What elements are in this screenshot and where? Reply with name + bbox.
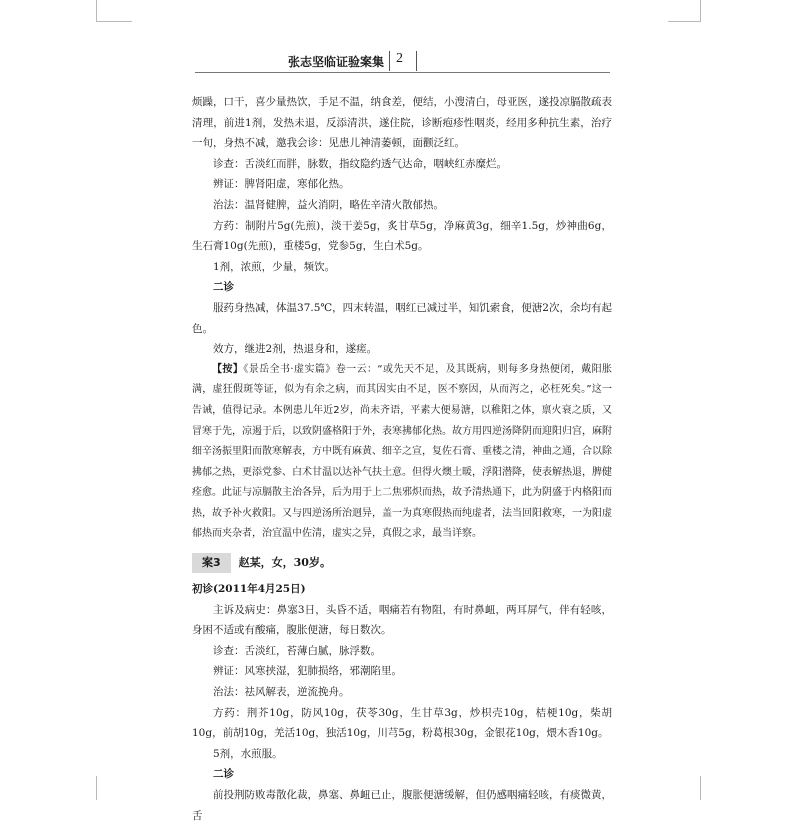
dosage-line: 1剂，浓煎，少量，频饮。 [213, 260, 336, 273]
case-continuation-paragraph: 烦躁，口干，喜少量热饮，手足不温，纳食差，便结，小溲清白，母亚医，遂投凉膈散疏表清理，前进1剂，发热未退，反添清洪，遂住院，诊断疱疹性咽炎，经用多种抗生素，治疗一旬，身热不减，邀我会诊：见患儿神清萎顿，面颧泛红。 [192, 96, 612, 150]
patient-info: 赵某，女，30岁。 [238, 555, 331, 569]
case-heading [192, 552, 612, 574]
crop-mark-bottom-right [700, 776, 701, 800]
header-rule [195, 72, 610, 73]
examination-line: 诊查：舌淡红而胖，脉数，指纹隐约透气达命，咽峡红赤糜烂。 [213, 157, 507, 170]
prescription-paragraph: 方药：制附片5g(先煎)，淡干姜5g，炙甘草5g，净麻黄3g，细辛1.5g，炒神曲6g，生石膏10g(先煎)，重楼5g，党参5g，生白术5g。 [192, 219, 612, 253]
crop-mark-top-right [700, 0, 701, 22]
second-visit-heading: 二诊 [213, 281, 234, 294]
running-header [0, 50, 800, 72]
complaint-paragraph: 主诉及病史：鼻塞3日，头昏不适，咽痛若有物阻，有时鼻衄，两耳屏气，伴有轻咳，身困不适或有酸痛，腹胀便溏，每日数次。 [192, 603, 612, 637]
crop-mark-top-left-h [96, 21, 132, 22]
crop-mark-top-left [96, 0, 97, 22]
second-visit-text: 服药身热减，体温37.5℃，四末转温，咽红已减过半，知饥索食，便溏2次，余均有起色。 [192, 301, 612, 335]
crop-mark-top-right-h [668, 21, 701, 22]
crop-mark-bottom-left [96, 776, 97, 800]
commentary-paragraph [192, 360, 612, 545]
header-divider [389, 51, 390, 71]
dosage-line-2: 5剂，水煎服。 [213, 747, 283, 760]
case-number-tag: 案3 [192, 553, 231, 573]
prescription-paragraph-2: 方药：荆芥10g，防风10g，茯苓30g，生甘草3g，炒枳壳10g，桔梗10g，柴胡10g，前胡10g，羌活10g，独活10g，川芎5g，粉葛根30g，金银花10g，煨木香10g。 [192, 706, 612, 740]
syndrome-line-2: 辨证：风寒挟湿，犯肺损络，邪潮陷里。 [213, 665, 402, 678]
page-body [192, 92, 612, 826]
commentary-text: 《景岳全书·虚实篇》卷一云：“或先天不足，及其既病，则每多身热便闭，戴阳胀满，虚狂假斑等证，似为有余之病，而其因实由不足，医不察因，从而泻之，必枉死矣。”这一告诫，值得记录。本例患儿年近2岁，尚未齐语，平素大便易溏，以稚阳之体，禀火衰之质，又冒寒于先，凉遏于后，以致阴盛格阳于外，表寒拂郁化热。故方用四逆汤降阴而迎阳归宫，麻附细辛汤振里阳而散寒解表，方中既有麻黄、细辛之宣，复佐石膏、重楼之清，神曲之通，合以除拂郁之热，更添党参、白术甘温以达补气扶土意。但得火燠土暖，浮阳潜降，使表解热退，脾健痊愈。此证与凉膈散主治各异，后为用于上二焦邪炽而热，故予清热通下，此为阴盛于内格阳而热，故予补火救阳。又与四逆汤所治迥异，盖一为真寒假热而纯虚者，法当回阳救寒，一为阳虚郁热而夹杂者，治宜温中佐清，虚实之异，真假之求，最当详察。 [192, 363, 613, 540]
treatment-method-line: 治法：温肾健脾，益火消阴，略佐辛清火散郁热。 [213, 198, 444, 211]
second-visit-effect: 效方，继进2剂，热退身和，遂瘥。 [213, 343, 378, 356]
second-visit-heading-2: 二诊 [213, 768, 234, 781]
examination-line-2: 诊查：舌淡红，苔薄白腻，脉浮数。 [213, 644, 381, 657]
treatment-method-line-2: 治法：祛风解表，逆流挽舟。 [213, 686, 350, 699]
page-number: 2 [396, 51, 403, 66]
book-title: 张志坚临证验案集 [287, 55, 384, 69]
syndrome-line: 辨证：脾肾阳虚，寒郁化热。 [213, 178, 350, 191]
header-divider-right [416, 51, 417, 71]
commentary-key: 【按】 [212, 363, 244, 375]
first-visit-heading: 初诊(2011年4月25日) [192, 583, 306, 596]
second-visit-text-2: 前投荆防败毒散化裁，鼻塞、鼻衄已止，腹胀便溏缓解，但仍感咽痛轻咳，有痰微黄，舌 [192, 789, 612, 822]
